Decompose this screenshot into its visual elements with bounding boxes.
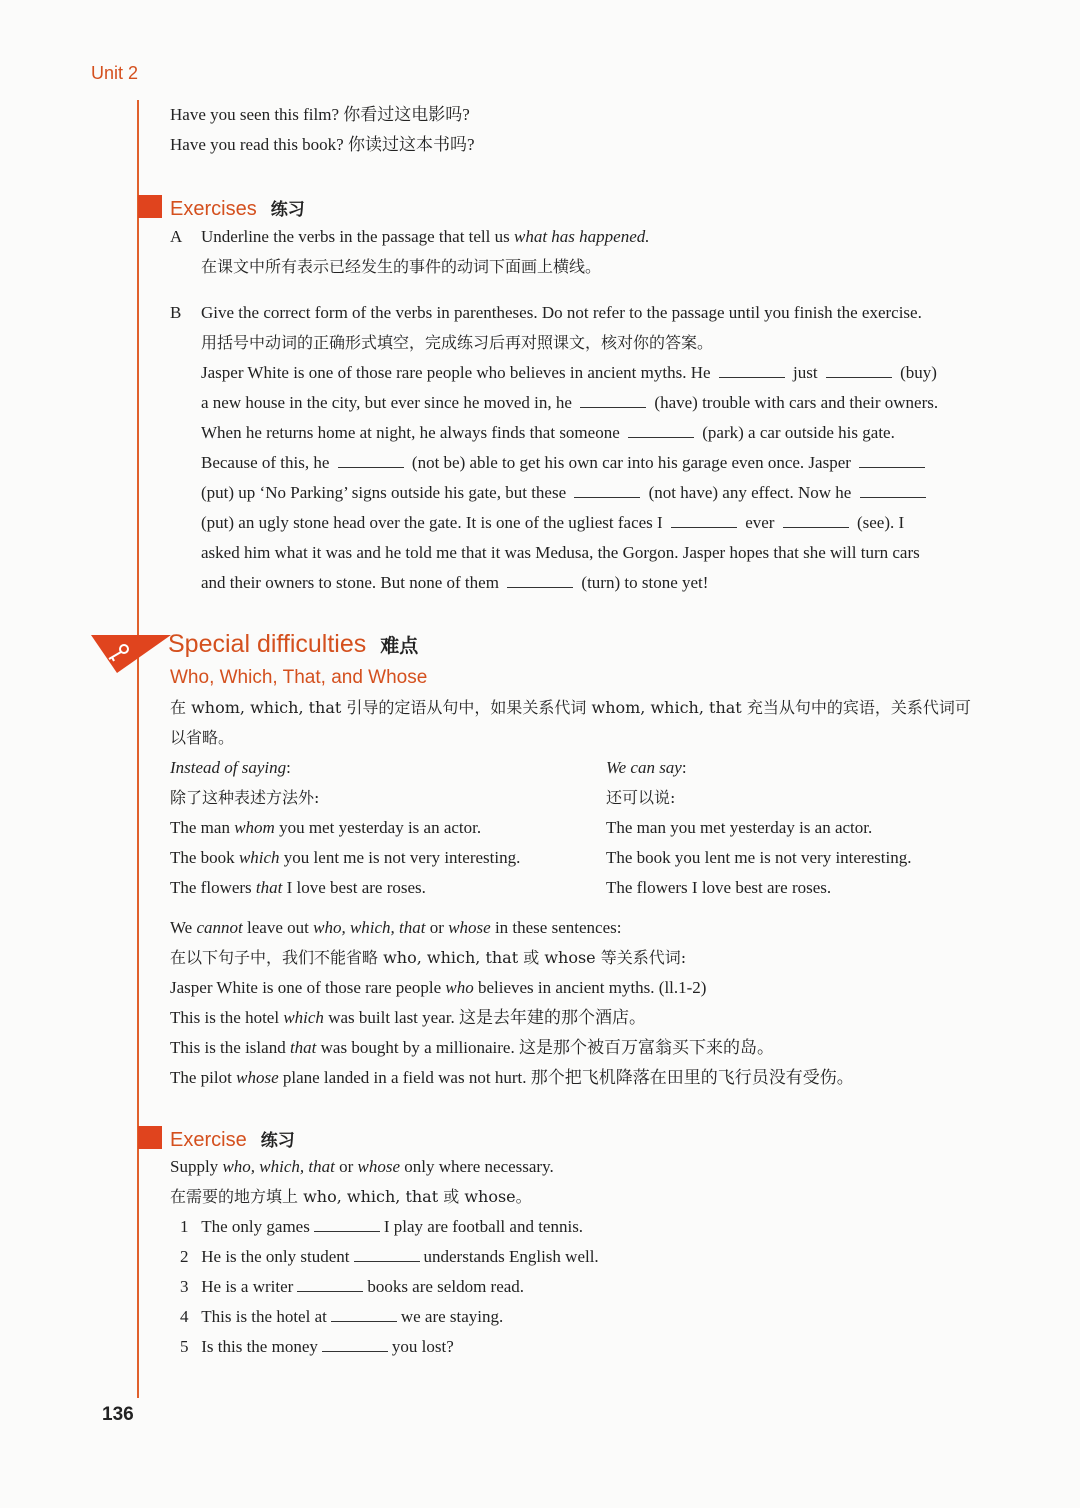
- fill-blank[interactable]: [859, 453, 925, 468]
- right-column-heading: We can say:: [606, 758, 687, 777]
- passage-line: Because of this, he (not be) able to get his own car into his garage even once. Jasper: [201, 452, 929, 474]
- fill-blank[interactable]: [628, 423, 694, 438]
- special-difficulties-title: Special difficulties: [168, 630, 367, 658]
- exercise-title-zh: 练习: [260, 1131, 295, 1151]
- relative-example: This is the hotel which was built last year. 这是去年建的那个酒店。: [170, 1008, 646, 1027]
- fill-blank[interactable]: [574, 483, 640, 498]
- note-zh: 在 whom, which, that 引导的定语从句中，如果关系代词 whom, which, that 充当从句中的宾语，关系代词可: [170, 698, 971, 717]
- exercise-instruction-zh: 在需要的地方填上 who, which, that 或 whose。: [170, 1187, 532, 1206]
- passage-line: When he returns home at night, he always finds that someone (park) a car outside his gate.: [201, 423, 895, 442]
- exercises-title: Exercises: [170, 198, 257, 220]
- fill-blank[interactable]: [297, 1277, 363, 1292]
- fill-blank[interactable]: [314, 1217, 380, 1232]
- left-example: The book which you lent me is not very interesting.: [170, 848, 521, 867]
- cannot-leave-out-zh: 在以下句子中，我们不能省略 who, which, that 或 whose 等关系代词:: [170, 948, 687, 967]
- passage-line: a new house in the city, but ever since he moved in, he (have) trouble with cars and their owners.: [201, 393, 939, 412]
- fill-blank[interactable]: [671, 513, 737, 528]
- unit-label: Unit 2: [91, 63, 139, 83]
- section-marker: [138, 195, 162, 218]
- exercise-item: 5 Is this the money you lost?: [180, 1337, 454, 1356]
- fill-blank[interactable]: [783, 513, 849, 528]
- relative-example: Jasper White is one of those rare people who believes in ancient myths. (ll.1-2): [170, 978, 707, 997]
- fill-blank[interactable]: [322, 1337, 388, 1352]
- key-icon: [91, 633, 171, 673]
- fill-blank[interactable]: [354, 1247, 420, 1262]
- page-number: 136: [102, 1404, 134, 1425]
- right-example: The book you lent me is not very interesting.: [606, 848, 912, 867]
- exercise-instruction: Supply who, which, that or whose only where necessary.: [170, 1157, 554, 1176]
- exercise-a-letter: A: [170, 227, 183, 246]
- passage-line: (put) up ‘No Parking’ signs outside his gate, but these (not have) any effect. Now he: [201, 482, 930, 504]
- intro-example-2: Have you read this book? 你读过这本书吗?: [170, 135, 475, 154]
- right-example: The flowers I love best are roses.: [606, 878, 832, 897]
- exercise-item: 2 He is the only student understands English well.: [180, 1247, 599, 1266]
- note-zh-cont: 以省略。: [170, 728, 235, 747]
- margin-rule: [137, 100, 139, 1398]
- relative-example: This is the island that was bought by a millionaire. 这是那个被百万富翁买下来的岛。: [170, 1038, 774, 1057]
- right-example: The man you met yesterday is an actor.: [606, 818, 873, 837]
- left-example: The flowers that I love best are roses.: [170, 878, 426, 897]
- left-column-heading: Instead of saying:: [170, 758, 291, 777]
- exercises-title-zh: 练习: [270, 200, 305, 220]
- cannot-leave-out-line: We cannot leave out who, which, that or whose in these sentences:: [170, 918, 622, 937]
- exercise-item: 1 The only games I play are football and tennis.: [180, 1217, 584, 1236]
- section-marker: [138, 1126, 162, 1149]
- relative-example: The pilot whose plane landed in a field was not hurt. 那个把飞机降落在田里的飞行员没有受伤。: [170, 1068, 854, 1087]
- exercise-heading: [170, 1126, 295, 1152]
- fill-blank[interactable]: [507, 573, 573, 588]
- fill-blank[interactable]: [860, 483, 926, 498]
- special-difficulties-title-zh: 难点: [380, 635, 419, 657]
- exercise-b-letter: B: [170, 303, 182, 322]
- exercises-heading: [170, 195, 305, 221]
- exercise-b-zh: 用括号中动词的正确形式填空，完成练习后再对照课文，核对你的答案。: [201, 333, 714, 352]
- exercise-item: 4 This is the hotel at we are staying.: [180, 1307, 504, 1326]
- fill-blank[interactable]: [826, 363, 892, 378]
- fill-blank[interactable]: [338, 453, 404, 468]
- exercise-b-text: Give the correct form of the verbs in parentheses. Do not refer to the passage until you finish the exercise.: [201, 303, 922, 322]
- exercise-a-zh: 在课文中所有表示已经发生的事件的动词下面画上横线。: [201, 257, 602, 276]
- exercise-title: Exercise: [170, 1129, 247, 1151]
- left-column-heading-zh: 除了这种表述方法外:: [170, 788, 320, 807]
- fill-blank[interactable]: [719, 363, 785, 378]
- left-example: The man whom you met yesterday is an actor.: [170, 818, 482, 837]
- intro-example-1: Have you seen this film? 你看过这电影吗?: [170, 105, 470, 124]
- exercise-item: 3 He is a writer books are seldom read.: [180, 1277, 525, 1296]
- fill-blank[interactable]: [580, 393, 646, 408]
- passage-line: (put) an ugly stone head over the gate. It is one of the ugliest faces I ever (see). I: [201, 513, 905, 532]
- passage-line: asked him what it was and he told me that it was Medusa, the Gorgon. Jasper hopes that she will turn cars: [201, 543, 920, 562]
- special-difficulties-subtitle: Who, Which, That, and Whose: [170, 667, 428, 688]
- exercise-a-text: Underline the verbs in the passage that tell us what has happened.: [201, 227, 650, 246]
- right-column-heading-zh: 还可以说:: [606, 788, 676, 807]
- passage-line: Jasper White is one of those rare people who believes in ancient myths. He just (buy): [201, 363, 937, 382]
- special-difficulties-heading: [168, 630, 418, 659]
- passage-line: and their owners to stone. But none of them (turn) to stone yet!: [201, 573, 709, 592]
- fill-blank[interactable]: [331, 1307, 397, 1322]
